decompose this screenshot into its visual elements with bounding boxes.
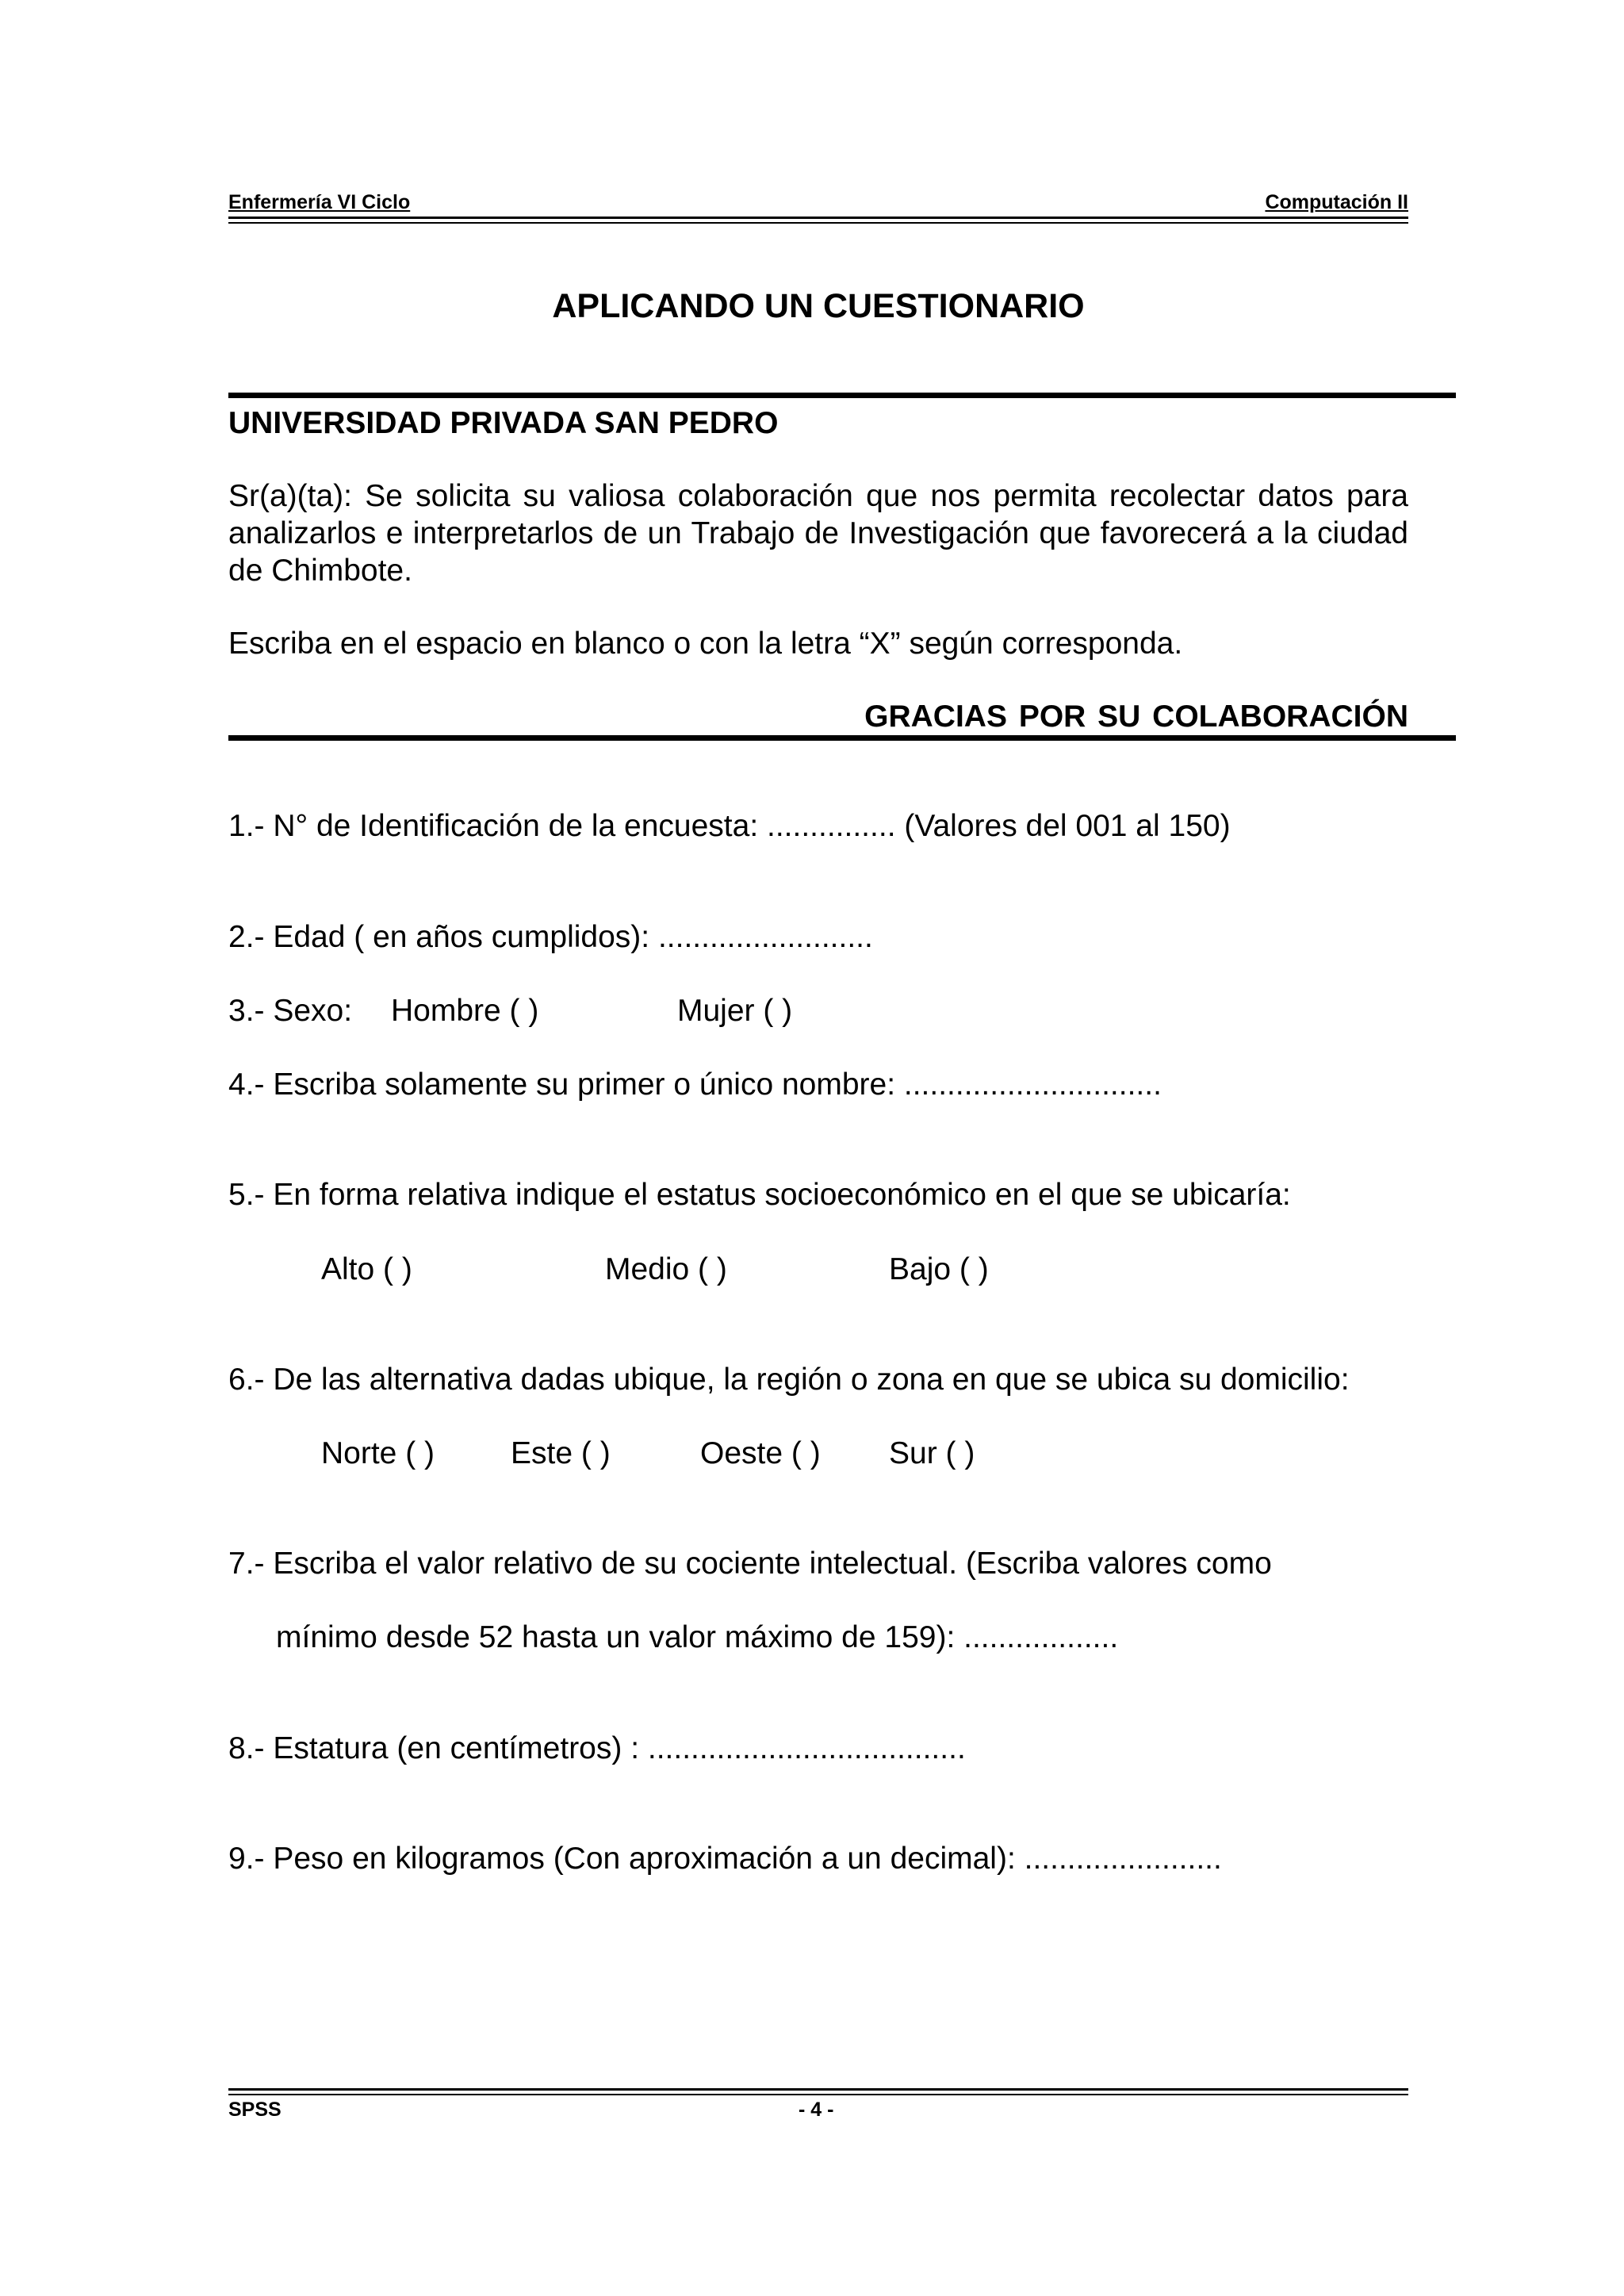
option-alto[interactable]: Alto ( ) [321,1252,412,1286]
page-number: - 4 - [799,2099,834,2121]
header-rule-secondary [228,222,1408,224]
question-5-label: 5.- En forma relativa indique el estatus socioeconómico en el que se ubicaría: [228,1178,1291,1212]
page-title: APLICANDO UN CUESTIONARIO [552,287,1085,325]
option-hombre[interactable]: Hombre ( ) [391,994,539,1028]
section-divider-bottom [228,735,1456,741]
option-sur[interactable]: Sur ( ) [889,1436,975,1470]
option-bajo[interactable]: Bajo ( ) [889,1252,989,1286]
footer-rule [228,2088,1408,2091]
header-subject: Computación II [1265,191,1408,213]
option-este[interactable]: Este ( ) [511,1436,611,1470]
question-1: 1.- N° de Identificación de la encuesta: ............... (Valores del 001 al 150) [228,809,1231,843]
option-medio[interactable]: Medio ( ) [605,1252,727,1286]
section-divider-top [228,393,1456,398]
intro-paragraph: Sr(a)(ta): Se solicita su valiosa colaboración que nos permita recolectar datos para analizarlos e interpretarlos de un Trabajo de Investigación que favorecerá a la ciudad de Chimbote. [228,479,1408,588]
footer-label: SPSS [228,2099,282,2121]
question-7-line2: mínimo desde 52 hasta un valor máximo de 159): .................. [276,1620,1119,1654]
option-oeste[interactable]: Oeste ( ) [700,1436,821,1470]
question-6-label: 6.- De las alternativa dadas ubique, la región o zona en que se ubica su domicilio: [228,1363,1350,1397]
question-9: 9.- Peso en kilogramos (Con aproximación a un decimal): ....................... [228,1842,1222,1876]
option-norte[interactable]: Norte ( ) [321,1436,435,1470]
header-course: Enfermería VI Ciclo [228,191,411,213]
question-7-line1: 7.- Escriba el valor relativo de su cociente intelectual. (Escriba valores como [228,1547,1272,1581]
option-mujer[interactable]: Mujer ( ) [677,994,793,1028]
footer-rule-secondary [228,2094,1408,2095]
question-8: 8.- Estatura (en centímetros) : ..................................... [228,1731,966,1765]
thanks-note: GRACIAS POR SU COLABORACIÓN [864,700,1408,734]
university-name: UNIVERSIDAD PRIVADA SAN PEDRO [228,406,779,440]
instruction-text: Escriba en el espacio en blanco o con la letra “X” según corresponda. [228,627,1183,661]
question-3-label: 3.- Sexo: [228,994,353,1028]
header-rule [228,217,1408,219]
question-4: 4.- Escriba solamente su primer o único nombre: .............................. [228,1068,1162,1102]
question-2: 2.- Edad ( en años cumplidos): ......................... [228,920,873,954]
